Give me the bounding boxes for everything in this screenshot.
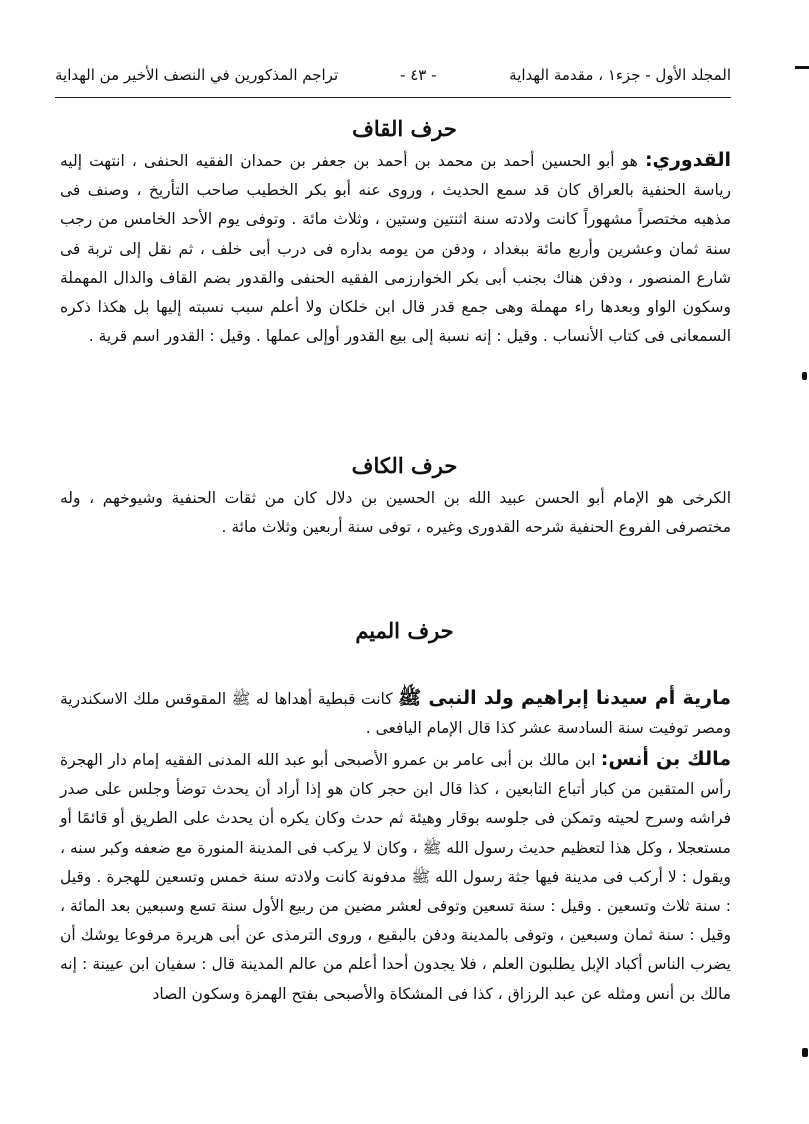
header-chapter-title: تراجم المذكورين في النصف الأخير من الهداية bbox=[55, 66, 339, 84]
section-title-mim: حرف الميم bbox=[355, 618, 454, 643]
entry-qaduri bbox=[60, 146, 731, 351]
page-number: - ٤٣ - bbox=[400, 66, 437, 84]
entry-text: هو أبو الحسين أحمد بن محمد بن أحمد بن جعفر بن حمدان الفقيه الحنفى ، انتهت إليه رياسة الحنفية بالعراق كان قد سمع الحديث ، وروى عنه أبو بكر الخطيب صاحب التأريخ ، وصنف فى مذهبه مختصراً مشهوراً كانت ولادته سنة اثنتين وستين ، وثلاث مائة . وتوفى يوم الأحد الخامس من رجب سنة ثمان وعشرين وأربع مائة ببغداد ، ودفن من يومه بداره فى درب أبى خلف ، ثم نقل إلى تربة فى شارع المنصور ، ودفن هناك بجنب أبى بكر الخوارزمى الفقيه الحنفى والقدور بضم القاف والدال المهملة وسكون الواو وبعدها راء مهملة وهى جمع قدر قال ابن خلكان ولا أعلم سبب نسبته إليها بل هكذا ذكره السمعانى فى كتاب الأنساب . وقيل : إنه نسبة إلى بيع القدور أوإلى عملها . وقيل : القدور اسم قرية . bbox=[60, 152, 731, 346]
entry-text: ابن مالك بن أبى عامر بن عمرو الأصبحى أبو عبد الله المدنى الفقيه إمام دار الهجرة رأس المتقين من كبار أتباع التابعين ، كذا قال ابن حجر كان هو إذا أراد أن يحدث توضأ وجلس على صدر فراشه وسرح لحيته وتمكن فى جلوسه بوقار وهيئة ثم حدث وكان يكره أن يحدث على الطريق أو قائمًا أو مستعجلا ، وكل هذا لتعظيم حديث رسول الله ﷺ ، وكان لا يركب فى المدينة المنورة مع ضعفه وكبر سنه ، ويقول : لا أركب فى مدينة فيها جثة رسول الله ﷺ مدفونة كانت ولادته سنة خمس وتسعين للهجرة . وقيل : سنة ثلاث وتسعين . وقيل : سنة تسعين وتوفى لعشر مضين من ربيع الأول سنة تسع وسبعين بعد المائة ، وقيل : سنة ثمان وسبعين ، وتوفى بالمدينة ودفن بالبقيع ، وروى الترمذى عن أبى هريرة مرفوعا يوشك أن يضرب الناس أكباد الإبل يطلبون العلم ، فلا يجدون أحدا أعلم من عالم المدينة قال : سفيان ابن عيينة : إنه مالك بن أنس ومثله عن عبد الرزاق ، كذا فى المشكاة والأصبحى بفتح الهمزة وسكون الصاد bbox=[60, 751, 731, 1003]
running-header bbox=[55, 58, 731, 92]
scan-mark bbox=[802, 372, 807, 380]
section-title-qaf: حرف القاف bbox=[352, 116, 457, 141]
section-title-kaf: حرف الكاف bbox=[351, 453, 458, 478]
entry-text: الكرخى هو الإمام أبو الحسن عبيد الله بن الحسين بن دلال كان من ثقات الحنفية وشيوخهم ، وله مختصرفى الفروع الحنفية شرحه القدورى وغيره ، توفى سنة أربعين وثلاث مائة . bbox=[60, 489, 731, 537]
entry-text: كانت قبطية أهداها له ﷺ المقوقس ملك الاسكندرية ومصر توفيت سنة السادسة عشر كذا قال الإمام اليافعى . bbox=[60, 690, 731, 738]
header-rule bbox=[55, 97, 731, 98]
entry-karkhi bbox=[60, 484, 731, 542]
scan-mark bbox=[802, 1048, 808, 1057]
header-volume-info: المجلد الأول - جزء١ ، مقدمة الهداية bbox=[509, 66, 731, 84]
entry-lead: مالك بن أنس: bbox=[600, 748, 731, 770]
entry-mariya bbox=[60, 684, 731, 743]
entry-lead: القدوري: bbox=[644, 149, 731, 171]
scan-mark bbox=[795, 66, 809, 69]
entry-lead: مارية أم سيدنا إبراهيم ولد النبى ﷺ bbox=[398, 687, 731, 709]
entry-malik-bin-anas bbox=[60, 745, 731, 1009]
